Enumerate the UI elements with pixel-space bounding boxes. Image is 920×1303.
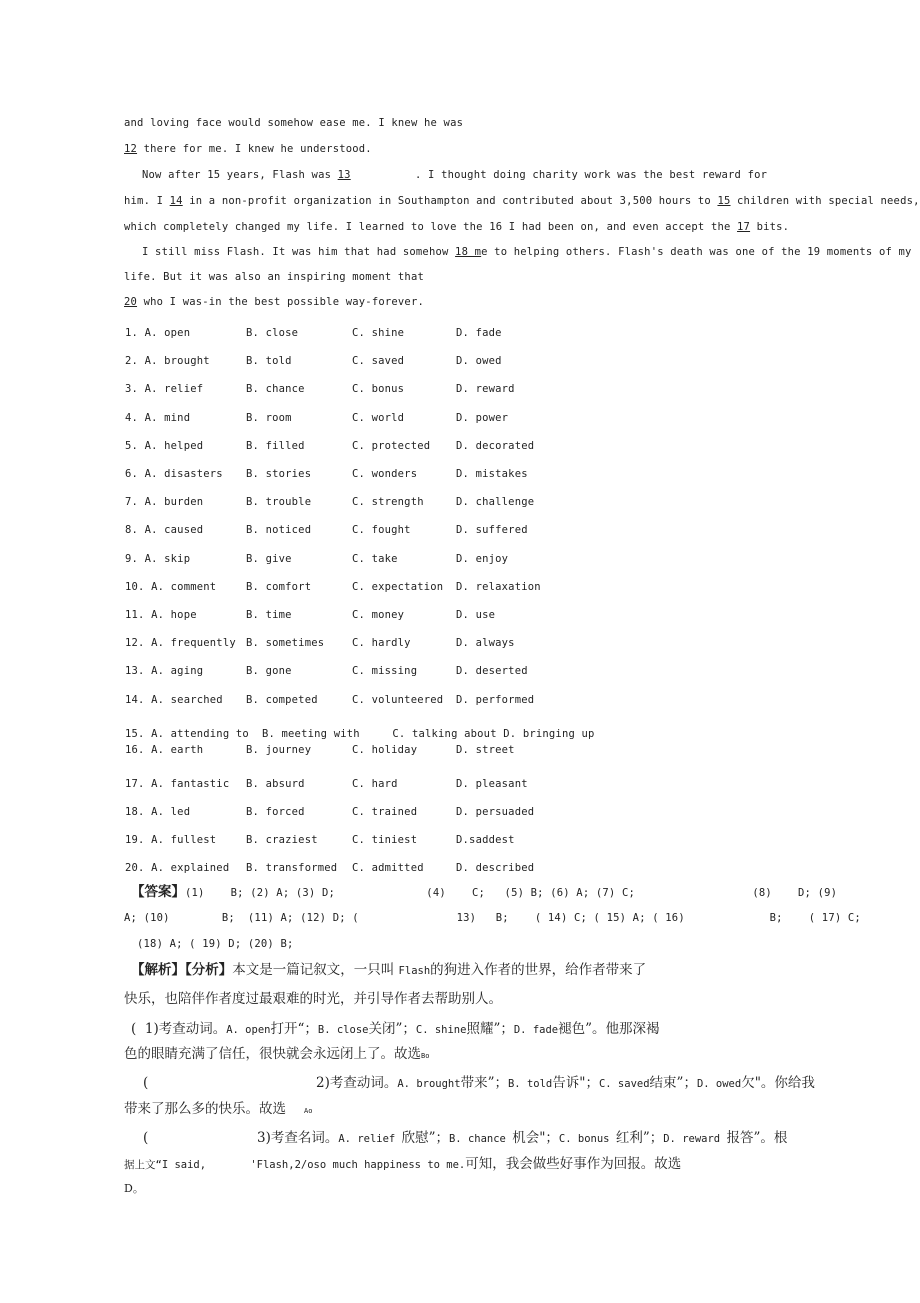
answer-text: (18) A; ( 19) D; (20) B; [137, 938, 294, 950]
option-a: 14. A. searched [125, 693, 223, 706]
option-b: B. chance [246, 383, 305, 396]
option-b: B. told [246, 355, 292, 368]
passage-text: life. But it was also an inspiring moment that [124, 271, 424, 283]
option-a: 12. A. frequently [125, 637, 236, 650]
analysis-text: 结束”； [649, 1075, 697, 1091]
option-d: D. owed [456, 355, 502, 368]
option-c: C. wonders [352, 468, 418, 480]
option-a: 18. A. led [125, 806, 191, 818]
passage-text: him. I [124, 195, 170, 207]
passage-line-2 [124, 144, 372, 155]
option-d: D. pleasant [456, 778, 528, 790]
option-d: D. use [456, 609, 496, 621]
analysis-text: 的狗进入作者的世界，给作者带来了 [430, 962, 647, 978]
option-a: 2. A. brought [125, 355, 210, 368]
answer-line-1 [131, 884, 837, 900]
option-row-15 [125, 729, 595, 740]
option-a: 17. A. fantastic [125, 778, 230, 790]
analysis-text: 红利”； [615, 1130, 664, 1146]
blank-15: 15 [717, 195, 731, 207]
option-b: B. forced [246, 806, 305, 818]
option-word: C. bonus [558, 1133, 616, 1145]
answer-choice: Bo [421, 1052, 430, 1060]
answer-line-3 [137, 939, 294, 950]
passage-line-8 [124, 297, 424, 308]
option-c: C. missing [352, 665, 418, 678]
passage-line-3 [142, 170, 351, 181]
analysis-q3-open [143, 1132, 148, 1146]
blank-20: 20 [124, 296, 138, 308]
analysis-q3-line-1 [257, 1132, 787, 1146]
option-d: D. fade [456, 327, 502, 339]
option-d: D. power [456, 411, 509, 424]
option-c: C. money [352, 609, 405, 621]
analysis-line-2 [124, 993, 502, 1007]
analysis-text: 快乐，也陪伴作者度过最艰难的时光，并引导作者去帮助别人。 [124, 991, 502, 1007]
analysis-latin: Flash [398, 965, 431, 977]
answer-line-2 [124, 913, 861, 924]
analysis-q2-line-1 [316, 1077, 815, 1091]
option-b: B. trouble [246, 496, 312, 509]
option-c: C. fought [352, 524, 411, 537]
option-word: B. chance [448, 1133, 513, 1145]
passage-text: which completely changed my life. I learned to love the 16 I had been on, and even accept the [124, 221, 738, 233]
option-b: B. stories [246, 468, 312, 480]
option-word: D. reward [663, 1133, 727, 1145]
analysis-text: 3)考查名词。 [257, 1130, 339, 1146]
analysis-text: 色的眼睛充满了信任，很快就会永远闭上了。故选 [124, 1046, 421, 1062]
passage-line-3b [415, 170, 767, 181]
passage-text: . I thought doing charity work was the best reward for [415, 169, 768, 181]
option-a: 7. A. burden [125, 496, 204, 509]
blank-14: 14 [169, 195, 183, 207]
passage-text: who I was-in the best possible way-forever. [137, 296, 424, 308]
analysis-text: 欠"。你给我 [741, 1075, 815, 1091]
option-c: C. saved [352, 355, 405, 368]
option-d: D. deserted [456, 665, 528, 678]
analysis-q2-open [143, 1077, 148, 1091]
option-b: B. journey [246, 744, 312, 756]
analysis-text: ( [143, 1130, 149, 1146]
option-word: D. fade [513, 1024, 559, 1036]
option-word: A. relief [338, 1133, 402, 1145]
passage-text: Now after 15 years, Flash was [142, 169, 338, 181]
blank-17: 17 [737, 221, 751, 233]
analysis-text: 本文是一篇记叙文，一只叫 [232, 962, 399, 978]
option-a: 16. A. earth [125, 744, 204, 756]
option-b: B. noticed [246, 524, 312, 537]
blank-12: 12 [124, 143, 138, 155]
option-b: B. room [246, 411, 292, 424]
passage-line-6 [142, 247, 912, 258]
option-b: B. transformed [246, 862, 338, 874]
option-a: 13. A. aging [125, 665, 204, 678]
option-d: D.saddest [456, 834, 515, 846]
option-c: C. take [352, 552, 398, 565]
option-c: C. strength [352, 496, 424, 509]
analysis-q2-line-2 [124, 1103, 312, 1117]
analysis-text: 关闭”； [368, 1021, 416, 1037]
option-d: D. performed [456, 693, 535, 706]
option-a: 5. A. helped [125, 439, 204, 452]
answer-label: 【答案】 [131, 884, 185, 900]
option-d: D. persuaded [456, 806, 535, 818]
option-c: C. expectation [352, 580, 444, 593]
option-d: D. decorated [456, 439, 535, 452]
option-b: B. close [246, 327, 299, 339]
option-text: 15. A. attending to B. meeting with C. talking about D. bringing up [125, 728, 595, 740]
option-c: C. admitted [352, 862, 424, 874]
option-d: D. mistakes [456, 468, 528, 480]
analysis-text: 2)考查动词。 [316, 1075, 398, 1091]
analysis-text: 可知，我会做些好事作为回报。故选 [465, 1156, 682, 1172]
option-b: B. competed [246, 693, 318, 706]
option-a: 20. A. explained [125, 862, 230, 874]
analysis-line-1 [131, 964, 646, 978]
option-c: C. holiday [352, 744, 418, 756]
option-b: B. filled [246, 439, 305, 452]
option-d: D. reward [456, 383, 515, 396]
option-d: D. described [456, 862, 535, 874]
option-b: B. time [246, 609, 292, 621]
passage-text: there for me. I knew he understood. [137, 143, 372, 155]
analysis-text: 告诉"； [552, 1075, 599, 1091]
analysis-text: 报答”。根 [726, 1130, 788, 1146]
option-c: C. hardly [352, 637, 411, 650]
option-d: D. challenge [456, 496, 535, 509]
option-b: B. absurd [246, 778, 305, 790]
option-word: D. owed [696, 1078, 742, 1090]
option-c: C. hard [352, 778, 398, 790]
analysis-q3-line-3 [124, 1183, 144, 1194]
passage-line-5 [124, 222, 789, 233]
option-d: D. relaxation [456, 580, 541, 593]
passage-line-4 [124, 196, 920, 207]
option-c: C. bonus [352, 383, 405, 396]
option-c: C. tiniest [352, 834, 418, 846]
option-a: 4. A. mind [125, 411, 191, 424]
option-word: A. brought [397, 1078, 461, 1090]
analysis-text: ( 1)考查动词。 [131, 1021, 227, 1037]
passage-text: I still miss Flash. It was him that had somehow [142, 246, 456, 258]
option-word: C. shine [415, 1024, 467, 1036]
blank-18: 18 m [455, 246, 482, 258]
option-a: 3. A. relief [125, 383, 204, 396]
answer-text: A; (10) B; (11) A; (12) D; ( 13) B; ( 14) C; ( 15) A; ( 16) B; ( 17) C; [124, 912, 861, 924]
analysis-q1-line-1 [131, 1023, 660, 1037]
option-a: 9. A. skip [125, 552, 191, 565]
option-a: 6. A. disasters [125, 468, 223, 480]
option-b: B. comfort [246, 580, 312, 593]
option-d: D. always [456, 637, 515, 650]
answer-text: (1) B; (2) A; (3) D; (4) C; (5) B; (6) A; (7) C; (8) D; (9) [185, 887, 838, 899]
option-a: 1. A. open [125, 327, 191, 339]
option-d: D. enjoy [456, 552, 509, 565]
option-b: B. craziest [246, 834, 318, 846]
option-word: A. open [226, 1024, 271, 1036]
option-c: C. protected [352, 439, 431, 452]
option-word: C. saved [598, 1078, 650, 1090]
analysis-text: 打开“； [270, 1021, 318, 1037]
option-a: 11. A. hope [125, 609, 197, 621]
analysis-q3-line-2 [124, 1158, 681, 1172]
analysis-text: ( [143, 1075, 149, 1091]
blank-13: 13 [337, 169, 351, 181]
analysis-text: 带来了那么多的快乐。故选 [124, 1101, 286, 1117]
answer-choice: Ao [304, 1107, 313, 1115]
option-c: C. world [352, 411, 405, 424]
option-word: B. told [507, 1078, 553, 1090]
analysis-text: 带来”； [460, 1075, 508, 1091]
analysis-text: D。 [124, 1182, 144, 1195]
option-row-16 [125, 744, 515, 758]
option-word: B. close [317, 1024, 369, 1036]
passage-text: in a non-profit organization in Southampton and contributed about 3,500 hours to [182, 195, 718, 207]
passage-text: e to helping others. Flash's death was one of the 19 moments of my [481, 246, 912, 258]
option-d: D. suffered [456, 524, 528, 537]
option-b: B. gone [246, 665, 292, 678]
option-a: 8. A. caused [125, 524, 204, 537]
analysis-text: 欣慰”； [401, 1130, 449, 1146]
analysis-text: 机会"； [512, 1130, 559, 1146]
analysis-q1-line-2 [124, 1048, 429, 1062]
passage-text: children with special needs, [730, 195, 920, 207]
passage-text: and loving face would somehow ease me. I knew he was [124, 117, 464, 129]
analysis-text: 褪色”。他那深褐 [558, 1021, 660, 1037]
option-c: C. trained [352, 806, 418, 818]
analysis-label: 【解析】【分析】 [131, 962, 233, 978]
option-b: B. sometimes [246, 637, 325, 650]
passage-text: bits. [750, 221, 790, 233]
option-b: B. give [246, 552, 292, 565]
option-c: C. shine [352, 327, 405, 339]
option-a: 19. A. fullest [125, 834, 217, 846]
analysis-text: 照耀”； [466, 1021, 514, 1037]
option-d: D. street [456, 744, 515, 756]
analysis-quote: 据上文“I said, 'Flash,2/oso much happiness to me. [124, 1159, 466, 1171]
passage-line-7 [124, 272, 424, 283]
option-c: C. volunteered [352, 693, 444, 706]
option-a: 10. A. comment [125, 580, 217, 593]
passage-line-1 [124, 118, 463, 129]
